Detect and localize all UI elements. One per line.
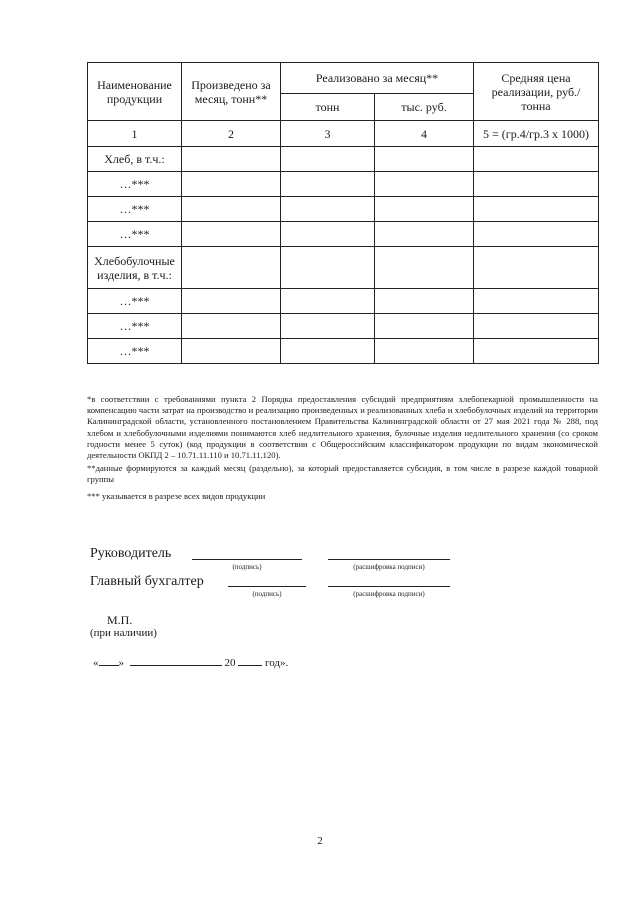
- table-cell: [474, 339, 599, 364]
- head-signature-line[interactable]: [192, 559, 302, 560]
- table-row: [88, 339, 599, 364]
- head-decoding-caption: (расшифровка подписи): [353, 563, 425, 571]
- date-day-field[interactable]: [99, 655, 119, 666]
- table-cell: [281, 197, 375, 222]
- footnote-3: *** указывается в разрезе всех видов продукции: [87, 490, 266, 501]
- table-cell: [281, 247, 375, 289]
- accountant-decoding-line[interactable]: [328, 586, 450, 587]
- row-label: …***: [88, 339, 182, 364]
- table-cell: [375, 339, 474, 364]
- row-label: …***: [88, 172, 182, 197]
- column-numbers-row: [88, 121, 599, 147]
- table-cell: [375, 247, 474, 289]
- table-cell: [281, 289, 375, 314]
- accountant-signature-line[interactable]: [228, 586, 306, 587]
- table-cell: [375, 172, 474, 197]
- date-year-suffix: год».: [265, 657, 289, 669]
- table-cell: [474, 314, 599, 339]
- table-cell: [281, 172, 375, 197]
- row-label: …***: [88, 222, 182, 247]
- table-cell: [182, 197, 281, 222]
- head-signature-caption: (подпись): [232, 563, 262, 571]
- date-year-prefix: 20: [224, 657, 236, 669]
- table-cell: [375, 289, 474, 314]
- table-row: [88, 147, 599, 172]
- date-year-field[interactable]: [238, 655, 262, 666]
- table-cell: [474, 289, 599, 314]
- table-cell: [281, 339, 375, 364]
- column-number: 4: [375, 121, 474, 147]
- column-number: 5 = (гр.4/гр.3 х 1000): [474, 121, 599, 147]
- header-sold-tons: тонн: [281, 94, 375, 121]
- table-cell: [281, 222, 375, 247]
- table-cell: [375, 314, 474, 339]
- table-cell: [375, 147, 474, 172]
- production-table: [87, 62, 599, 364]
- table-cell: [375, 222, 474, 247]
- header-average-price: Средняя цена реализации, руб./тонна: [474, 63, 599, 121]
- accountant-title: Главный бухгалтер: [90, 574, 204, 589]
- column-number: 2: [182, 121, 281, 147]
- header-product-name: Наименование продукции: [88, 63, 182, 121]
- row-label: …***: [88, 197, 182, 222]
- row-label: …***: [88, 289, 182, 314]
- table-cell: [182, 339, 281, 364]
- table-cell: [182, 172, 281, 197]
- table-row: [88, 289, 599, 314]
- table-cell: [281, 147, 375, 172]
- header-sold: Реализовано за месяц**: [281, 63, 474, 94]
- table-cell: [182, 314, 281, 339]
- date-close-quote: »: [118, 657, 124, 669]
- stamp-label: М.П.: [107, 613, 133, 627]
- row-label: …***: [88, 314, 182, 339]
- table-cell: [474, 172, 599, 197]
- header-sold-rub: тыс. руб.: [375, 94, 474, 121]
- table-cell: [375, 197, 474, 222]
- date-line: [93, 655, 288, 670]
- accountant-decoding-caption: (расшифровка подписи): [353, 590, 425, 598]
- accountant-signature-caption: (подпись): [252, 590, 282, 598]
- table-cell: [474, 197, 599, 222]
- table-cell: [281, 314, 375, 339]
- date-month-field[interactable]: [130, 655, 222, 666]
- table-cell: [474, 147, 599, 172]
- footnotes: [87, 394, 598, 502]
- header-produced: Произведено за месяц, тонн**: [182, 63, 281, 121]
- table-cell: [182, 247, 281, 289]
- footnote-2: **данные формируются за каждый месяц (раздельно), за который предоставляется субсидия, в том числе в разрезе каждой товарной группы: [87, 463, 598, 485]
- page-number: 2: [317, 835, 323, 847]
- table-row: [88, 222, 599, 247]
- column-number: 3: [281, 121, 375, 147]
- row-label-bakery-products: Хлебобулочные изделия, в т.ч.:: [88, 247, 182, 289]
- head-decoding-line[interactable]: [328, 559, 450, 560]
- date-open-quote: «: [93, 657, 99, 669]
- footnote-1: *в соответствии с требованиями пункта 2 Порядка предоставления субсидий предприятиям хлебопекарной промышленности на компенсацию части затрат на производство и реализацию произведенных и реализованных хлеба и хлебобулочных изделий на территории Калининградской области, установленного постановлением Правительства Калининградской области от 27 мая 2021 года № 288, под хлебом и хлебобулочными изделиями понимаются хлеб недлительного хранения, булочные изделия недлительного хранения (со сроком годности менее 5 суток) (код продукции в соответствии с Общероссийским классификатором продукции по видам экономической деятельности ОКПД 2 – 10.71.11.110 и 10.71.11.120).: [87, 394, 598, 461]
- row-label-bread: Хлеб, в т.ч.:: [88, 147, 182, 172]
- head-title: Руководитель: [90, 546, 172, 561]
- stamp-note: (при наличии): [90, 627, 157, 639]
- table-row: [88, 172, 599, 197]
- table-cell: [182, 289, 281, 314]
- table-cell: [182, 222, 281, 247]
- table-cell: [474, 247, 599, 289]
- table-row: [88, 314, 599, 339]
- table-row: [88, 247, 599, 289]
- column-number: 1: [88, 121, 182, 147]
- table-row: [88, 197, 599, 222]
- table-cell: [182, 147, 281, 172]
- table-cell: [474, 222, 599, 247]
